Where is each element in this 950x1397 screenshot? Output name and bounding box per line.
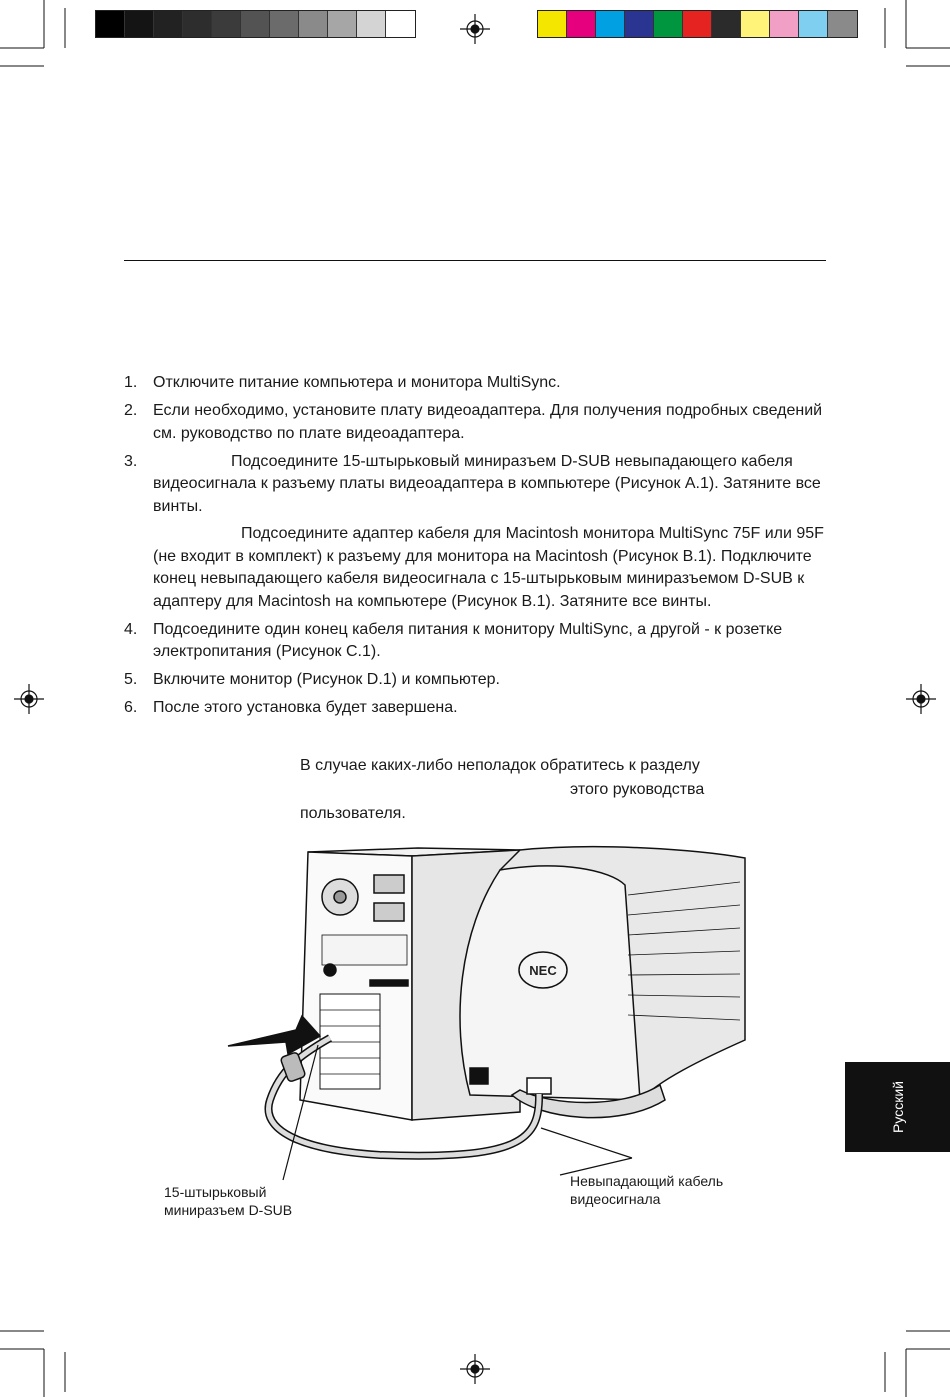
step-number: 2. (124, 402, 138, 419)
caption-video-cable (570, 1172, 723, 1208)
power-socket-icon (374, 875, 404, 893)
step-text: Подсоедините один конец кабеля питания к монитору MultiSync, а другой - к розетке электропитания (Рисунок C.1). (153, 620, 783, 660)
caption-dsub-connector (164, 1183, 292, 1219)
power-inlet-icon (470, 1068, 488, 1084)
step-number: 6. (124, 699, 138, 716)
nec-logo-text: NEC (529, 963, 557, 978)
caption-line: видеосигнала (570, 1191, 661, 1207)
note-line-1: В случае каких-либо неполадок обратитесь к разделу (300, 757, 700, 774)
step-text-mac: Подсоедините адаптер кабеля для Macintosh монитора MultiSync 75F или 95F (не входит в комплект) к разъему для монитора на Macintosh (Рисунок B.1). Подключите конец невыпадающего кабеля видеосигнала с 15-штырьковым миниразъемом D-SUB к адаптеру для Macintosh на компьютере (Рисунок B.1). Затяните все винты. (153, 525, 824, 610)
step-text: Отключите питание компьютера и монитора MultiSync. (153, 374, 561, 391)
step-number: 4. (124, 620, 138, 638)
language-tab (845, 1062, 950, 1152)
step-number: 3. (124, 452, 138, 470)
note-line-2: этого руководства (570, 781, 705, 798)
step-text-pc: Подсоедините 15-штырьковый миниразъем D-SUB невыпадающего кабеля видеосигнала к разъему платы видеоадаптера в компьютере (Рисунок A.1). Затяните все винты. (153, 452, 821, 515)
step-text: После этого установка будет завершена. (153, 699, 458, 716)
language-tab-label: Русский (889, 1081, 906, 1133)
step-number: 1. (124, 374, 138, 391)
step-text: Если необходимо, установите плату видеоадаптера. Для получения подробных сведений см. руководство по плате видеоадаптера. (153, 402, 823, 442)
power-socket-icon (374, 903, 404, 921)
step-text: Включите монитор (Рисунок D.1) и компьютер. (153, 671, 500, 688)
caption-line: Невыпадающий кабель (570, 1173, 724, 1189)
step-number: 5. (124, 671, 138, 688)
caption-line: миниразъем D-SUB (164, 1202, 293, 1218)
video-connector-icon (527, 1078, 551, 1094)
caption-line: 15-штырьковый (164, 1184, 267, 1200)
note-line-3: пользователя. (300, 805, 406, 822)
